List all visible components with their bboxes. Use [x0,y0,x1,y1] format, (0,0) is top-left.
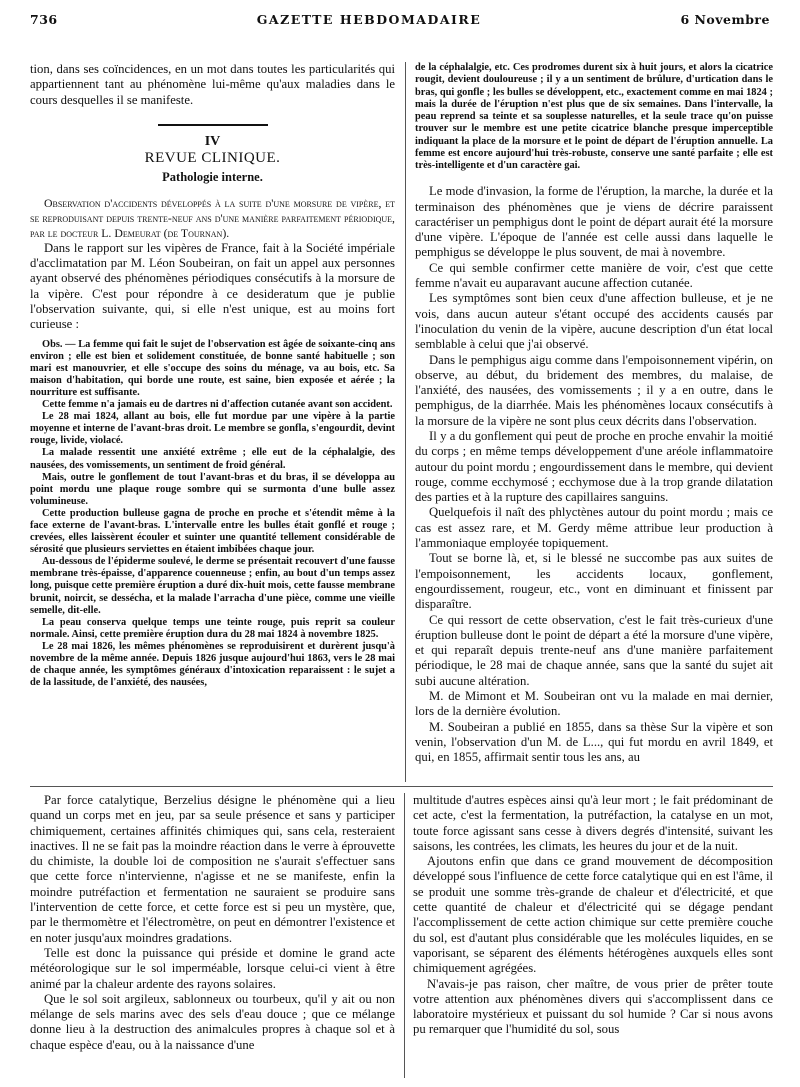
paragraph: Ajoutons enfin que dans ce grand mouvement de décomposition développé sous l'influence de cette force catalytique qui en est l'âme, il se produit une somme très-grande de chaleur et d'électricité, et que cette quantité de chaleur et d'électricité qui se dégage pendant l'accomplissement de cette action chimique sur cette première couche du sol, est d'autant plus considérable que les molécules liquides, en se vaporisant, se séparent des éléments hétérogènes auxquels elles sont chimiquement agrégées. [413,854,773,976]
paragraph: Les symptômes sont bien ceux d'une affection bulleuse, et je ne vois, dans aucun auteur s'étant occupé des accidents causés par l'inoculation du venin de la vipère, aucune description d'un état local semblable à celui que j'ai observé. [415,291,773,352]
obs-paragraph: Le 28 mai 1824, allant au bois, elle fut mordue par une vipère à la partie moyenne et interne de l'avant-bras droit. Le membre se gonfla, s'engourdit, devint rouge, livide, violacé. [30,411,395,447]
top-left-column [30,62,395,689]
paragraph-continuation: multitude d'autres espèces ainsi qu'à leur mort ; le fait prédominant de cet acte, c'est la fermentation, la putréfaction, la catalyse en un mot, toute force agissant sans cesse à divers degrés d'intensité, suivant les saisons, les contrées, les climats, les heures du jour et de la nuit. [413,793,773,853]
obs-continuation: de la céphalalgie, etc. Ces prodromes durent six à huit jours, et alors la cicatrice rougit, devient douloureuse ; il y a un sentiment de brûlure, d'urtication dans le bras, qui gonfle ; les bulles se développent, etc., exactement comme en mai 1824 ; mais la durée de l'éruption n'est plus que de six semaines. Dans l'intervalle, la peau reprend sa teinte et sa souplesse naturelles, et la seule trace qu'on puisse trouver sur le membre est une petite cicatrice blanche presque imperceptible indiquant la place de la morsure et le point de départ de l'éruption annuelle. La femme est encore aujourd'hui très-robuste, conserve une santé parfaite ; elle est très-intelligente et d'un caractère gai. [415,62,773,171]
paragraph: M. de Mimont et M. Soubeiran ont vu la malade en mai dernier, lors de la dernière évolution. [415,689,773,719]
section-divider [30,786,773,787]
section-title: REVUE CLINIQUE. [144,150,281,167]
obs-paragraph: Cette production bulleuse gagna de proche en proche et s'étendit même à la face externe de l'avant-bras. L'intervalle entre les bulles était gonflé et rouge ; crevées, elles laissèrent écouler et suinter une quantité tellement considérable de sérosité que plusieurs serviettes en étaient imbibées chaque jour. [30,507,395,556]
bottom-right-column [413,793,773,1038]
paragraph: Que le sol soit argileux, sablonneux ou tourbeux, qu'il y ait ou non mélange de sels marins avec des sels d'eau douce ; que ce mélange donne lieu à la destruction des animalcules propres à chaque sol et à chaque espèce d'eau, ou à la naissance d'une [30,991,395,1052]
obs-paragraph: Au-dessous de l'épiderme soulevé, le derme se présentait recouvert d'une fausse membrane très-épaisse, d'apparence couenneuse ; enfin, au bout d'un temps assez long, puisque cette première éruption a duré dix-huit mois, cette fausse membrane brunit, noircit, se dessécha, et la malade l'arracha d'une pièce, comme une vieille semelle, dit-elle. [30,556,395,616]
paragraph: Quelquefois il naît des phlyctènes autour du point mordu ; mais ce cas est assez rare, et M. Gerdy même attribue leur production à l'ammoniaque employée topiquement. [415,505,773,551]
obs-paragraph: Le 28 mai 1826, les mêmes phénomènes se reproduisirent et durèrent jusqu'à novembre de la même année. Depuis 1826 jusque aujourd'hui 1863, vers le 28 mai de chaque année, les symptômes généraux d'intoxication reparaissent : le sujet a de la lassitude, de l'anxiété, des nausées, [30,640,395,689]
paragraph: Ce qui semble confirmer cette manière de voir, c'est que cette femme n'avait eu auparavant aucune affection cutanée. [415,260,773,291]
paragraph: Dans le pemphigus aigu comme dans l'empoisonnement vipérin, on observe, au début, du bridement des membres, du malaise, de l'anxiété, des nausées, des vomissements ; il y a en outre, dans le pemphigus, de la diarrhée. Mais les phénomènes locaux consécutifs à la morsure de la vipère ne sont plus ceux décrits dans l'observation. [415,352,773,428]
obs-paragraph: Cette femme n'a jamais eu de dartres ni d'affection cutanée avant son accident. [42,399,393,411]
issue-date: 6 Novembre [680,12,770,27]
page-number: 736 [30,12,58,27]
page-header [30,12,770,32]
paragraph: Le mode d'invasion, la forme de l'éruption, la marche, la durée et la terminaison des phénomènes que je viens de décrire paraissent caractériser un pemphigus dont le point de départ aurait été la morsure d'une vipère. L'époque de l'année est celle aussi dans laquelle le pemphigus se développe le plus souvent, de mai à novembre. [415,184,773,260]
obs-paragraph: La peau conserva quelque temps une teinte rouge, puis reprit sa couleur normale. Ainsi, cette première éruption dura du 28 mai 1824 à novembre 1825. [30,616,395,640]
paragraph: Tout se borne là, et, si le blessé ne succombe pas aux suites de l'empoisonnement, les accidents locaux, gonflement, engourdissement, rougeur, etc., vont en diminuant et finissent par disparaître. [415,551,773,612]
paragraph: Telle est donc la puissance qui préside et domine le grand acte météorologique sur le sol imperméable, lorsque celui-ci vient à être animé par la chaleur ardente des rayons solaires. [30,945,395,991]
obs-paragraph: La malade ressentit une anxiété extrême ; elle eut de la céphalalgie, des nausées, des vomissements, un sentiment de froid général. [30,447,395,471]
obs-paragraph: Obs. — La femme qui fait le sujet de l'observation est âgée de soixante-cinq ans environ ; elle est bien et solidement constituée, de bonne santé habituelle ; son mari est manouvrier, et elle s'occupe des soins du ménage, va au bois, etc. Sa maison d'habitation, qui borde une route, est saine, bien exposée et aérée ; la nourriture est suffisante. [30,338,395,398]
column-divider [404,793,405,1078]
paragraph: Il y a du gonflement qui peut de proche en proche envahir la moitié du corps ; en même temps développement d'une aréole inflammatoire autour du point mordu ; engourdissement dans le membre, qui devient rouge, comme ecchymosé ; ecchymose due à la trop grande dilatation des parties et à la rupture des capillaires sanguins. [415,429,773,505]
paragraph: Ce qui ressort de cette observation, c'est le fait très-curieux d'une éruption bulleuse dont le point de départ a été la morsure d'une vipère, et qui reparaît depuis trente-neuf ans d'une manière parfaitement périodique, le 28 mai de chaque année, sans que la santé du sujet ait subi aucune altération. [415,612,773,688]
paragraph: Dans le rapport sur les vipères de France, fait à la Société impériale d'acclimatation par M. Léon Soubeiran, on fait un appel aux personnes ayant observé des phénomènes périodiques consécutifs à la morsure de la vipère. C'est pour répondre à ce desideratum que je publie l'observation suivante, qui, si elle n'est unique, est au moins fort curieuse : [30,240,395,332]
obs-paragraph: Mais, outre le gonflement de tout l'avant-bras et du bras, il se développa au point mordu une plaque rouge sombre qui se surmonta d'une bulle assez volumineuse. [30,471,395,507]
bottom-left-column [30,793,395,1053]
journal-title: GAZETTE HEBDOMADAIRE [256,12,482,27]
section-subtitle: Pathologie interne. [162,170,263,185]
paragraph: Par force catalytique, Berzelius désigne le phénomène qui a lieu quand un corps met en jeu, par sa seule présence et sans y participer chimiquement, certaines affinités chimiques qui, sans cela, resteraient inactives. Il ne se fait pas la moindre réaction dans le verre à éprouvette du chimiste, la double loi de composition ne s'aurait s'effectuer sans que cette force n'intervienne, n'agisse et ne se manifeste, enfin la moindre putréfaction et fermentation ne sauraient se produire sans l'intervention de cette force, et cette force est si peu un mystère, que, par le thermomètre et l'électromètre, on peut en démontrer l'existence et en noter jusqu'aux moindres gradations. [30,793,395,945]
paragraph: M. Soubeiran a publié en 1855, dans sa thèse Sur la vipère et son venin, l'observation d'un M. de L..., qui fut mordu en avril 1849, et qui, en 1855, affirmait sentir tous les ans, au [415,719,773,765]
section-rule [158,124,268,126]
intro-paragraph: tion, dans ses coïncidences, en un mot dans toutes les particularités qui appartiennent tant au phénomène lui-même qu'aux maladies dans le cours desquelles il se manifeste. [30,62,395,107]
observation-title: Observation d'accidents développés à la suite d'une morsure de vipère, et se reproduisant depuis trente-neuf ans d'une manière parfaitement périodique, par le docteur L. Demeurat (de Tournan). [30,195,395,240]
section-number: IV [204,133,221,149]
column-divider [405,62,406,782]
top-right-column [415,62,773,766]
paragraph: N'avais-je pas raison, cher maître, de vous prier de prêter toute votre attention aux phénomènes divers qui s'accomplissent dans ce laboratoire mystérieux et puissant du sol humide ? Car si nous avons pu remarquer que l'humidité du sol, sous [413,976,773,1037]
